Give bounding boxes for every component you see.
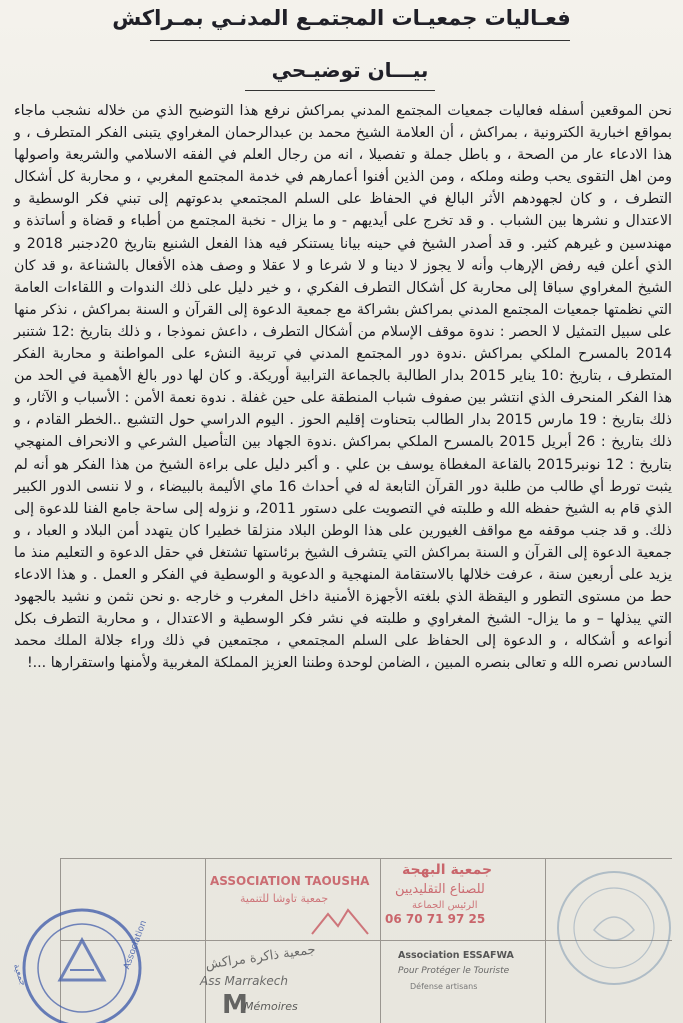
round-stamp-left-label: Association <box>122 919 150 971</box>
title-underline <box>150 40 570 41</box>
stamp-grid-top <box>60 858 672 859</box>
essafwa-stamp-line: Pour Protéger le Touriste <box>398 966 510 976</box>
marrakech-stamp-arabic: جمعية ذاكرة مراكش <box>204 942 317 973</box>
taousha-stamp-arabic: جمعية تاوشا للتنمية <box>240 892 329 905</box>
memoires-logo-letter: M <box>222 990 248 1020</box>
bahja-stamp-name: جمعية البهجة <box>402 862 493 878</box>
taousha-stamp-name: ASSOCIATION TAOUSHA <box>210 874 370 888</box>
memoires-label: Mémoires <box>244 1000 298 1013</box>
marrakech-stamp-latin: Ass Marrakech <box>200 974 288 988</box>
essafwa-stamp-line2: Défense artisans <box>410 982 478 991</box>
subtitle-underline <box>245 90 435 91</box>
round-stamp-left <box>4 900 174 1023</box>
essafwa-stamp-name: Association ESSAFWA <box>398 950 514 961</box>
round-stamp-left-arabic: جمعية <box>10 962 28 988</box>
signature-stamps-area <box>0 850 683 1023</box>
statement-body <box>14 100 672 674</box>
taousha-mountain-logo <box>310 906 370 936</box>
round-stamp-right <box>550 864 678 994</box>
bahja-stamp-role: الرئيس الجماعة <box>412 900 478 911</box>
document-subtitle: بيـــان توضيـحي <box>271 58 429 82</box>
bahja-stamp-phone: 06 70 71 97 25 <box>385 912 486 926</box>
statement-paragraph: نحن الموقعين أسفله فعاليات جمعيات المجتمع المدني بمراكش نرفع هذا التوضيح الذي من خلاله نشجب ماجاء بمواقع اخبارية الكترونية ، بمراكش ، أن العلامة الشيخ محمد بن عبدالرحمان المغراوي يتبنى الفكر المتطرف ، و هذا الادعاء عار من الصحة ، و باطل جملة و تفصيلا ، انه من رجال العلم في الفقه الاسلامي والشريعة واصولها ومن اهل التقوى يحب وطنه وملكه ، ومن الذين أفنوا أعمارهم في خدمة المجتمع المغربي ، و محاربة كل أشكال التطرف ، و كان لجهودهم الأثر البالغ في الحفاظ على السلم المجتمعي بدعوتهم إلى تبني فكر الوسطية و الاعتدال و نشرها بين الشباب . و قد تخرج على أيديهم - و ما يزال - نخبة المجتمع من أطباء و قضاة و أساتذة و مهندسين و غيرهم كثير. و قد أصدر الشيخ في حينه بيانا يستنكر فيه هذا الفعل الشنيع بتاريخ 20دجنبر 2018 و الذي أعلن فيه رفض الإرهاب وأنه لا يجوز لا دينا و لا شرعا و لا عقلا و وصف هذه الأفعال بالشناعة ،و قد كان الشيخ المغراوي سباقا إلى محاربة كل أشكال التطرف الفكري ، و خير دليل على ذلك الندوات و اللقاءات العامة التي نظمتها جمعيات المجتمع المدني بمراكش بشراكة مع جمعية الدعوة إلى القرآن و السنة بمراكش ، نذكر منها على سبيل التمثيل لا الحصر : ندوة موقف الإسلام من أشكال التطرف ، داعش نموذجا ، و ذلك بتاريخ :12 شتنبر 2014 بالمسرح الملكي بمراكش .ندوة دور المجتمع المدني في تربية النشء على المواطنة و محاربة الفكر المتطرف ، بتاريخ :10 يناير 2015 بدار الطالبة بالجماعة الترابية أوريكة. و كان لها دور بالغ الأهمية في الحد من هذا الفكر المنحرف الذي انتشر بين صفوف شباب المنطقة على حين غفلة . ندوة نعمة الأمن : الأسباب و الآثار، و ذلك بتاريخ : 19 مارس 2015 بدار الطالب بتحناوت إقليم الحوز . اليوم الدراسي حول التشيع ..الخطر القادم ، و ذلك بتاريخ : 26 أبريل 2015 بالمسرح الملكي بمراكش .ندوة الجهاد بين التأصيل الشرعي و الانحراف المنهجي بتاريخ : 12 نونبر2015 بالقاعة المغطاة يوسف بن علي . و أكبر دليل على براءة الشيخ من هذا الفكر هو أنه لم يثبت تورط أي طالب من طلبة دور القرآن التابعة له في أحداث 16 ماي الأليمة بالبيضاء ، و لا ننسى الدور الكبير الذي قام به الشيخ حفظه الله و طلبته في التصويت على دستور 2011، و نزوله إلى ساحة جامع الفنا للدعوة إلى ذلك. و قد جنب موقفه مع مواقف الغيورين على هذا الوطن البلاد منزلقا خطيرا كان يتهدد أمن البلاد و العباد ، و جمعية الدعوة إلى القرآن و السنة بمراكش التي يتشرف الشيخ برئاستها تشتغل في حقل الدعوة و التعليم منذ ما يزيد على أربعين سنة ، عرفت خلالها بالاستقامة المنهجية و الدعوية و الوسطية في الفكر و العمل . و هذا الادعاء حط من مستوى التطور و اليقظة الذي بلغته الأجهزة الأمنية داخل المغرب و خارجه .و نحن نثمن و نشيد بالجهود التي يبذلها – و ما يزال- الشيخ المغراوي و طلبته في نشر فكر الوسطية و الاعتدال ، و محاربة التطرف بكل أنواعه و أشكاله ، و الدعوة إلى الحفاظ على السلم المجتمعي ، مجتمعين في ذلك وراء جلالة الملك محمد السادس نصره الله و تعالى بنصره المبين ، الضامن لوحدة وطننا العزيز المملكة المغربية ولأمنها واستقرارها ...! <box>14 103 672 672</box>
bahja-stamp-line: للصناع التقليديين <box>395 882 485 897</box>
document-title: فعـاليات جمعيـات المجتمـع المدنـي بمـراكش <box>112 6 571 30</box>
